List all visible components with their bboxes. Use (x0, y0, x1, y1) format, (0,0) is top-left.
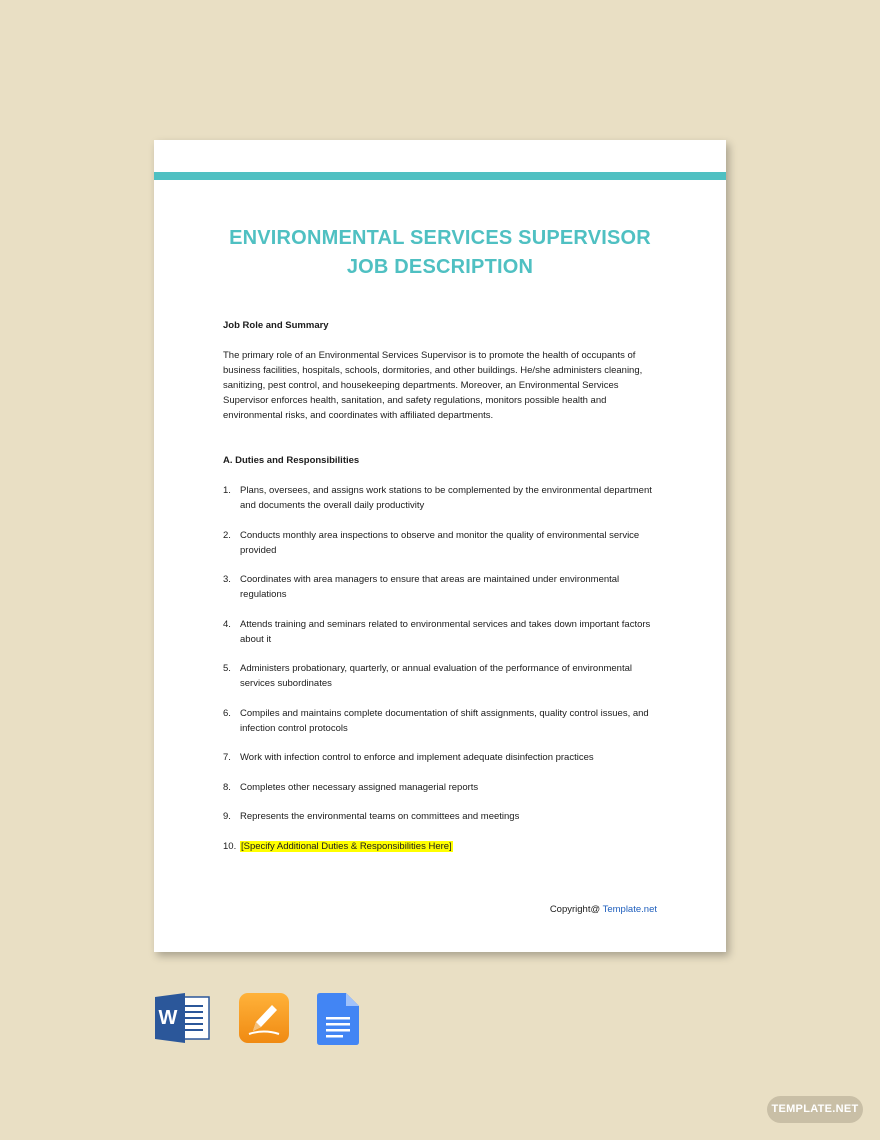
list-number: 3. (223, 574, 231, 585)
list-item (223, 750, 663, 765)
duties-list (223, 483, 663, 854)
list-text: Represents the environmental teams on committees and meetings (240, 811, 520, 822)
accent-bar (154, 172, 726, 180)
list-number: 5. (223, 663, 231, 674)
list-text: Attends training and seminars related to environmental services and takes down important factors about it (240, 618, 651, 645)
list-item (223, 706, 663, 736)
word-letter: W (158, 1007, 178, 1029)
copyright-line (550, 904, 657, 915)
document-body (223, 318, 663, 868)
list-number: 10. (223, 840, 237, 852)
summary-paragraph: The primary role of an Environmental Services Supervisor is to promote the health of occupants of business facilities, hospitals, schools, dormitories, and other buildings. He/she administers cleaning, sanitizing, pest control, and housekeeping departments. Moreover, an Environmental Services Supervisor enforces health, sanitation, and safety regulations, monitors possible health and environmental risks, and coordinates with affiliated departments. (223, 350, 643, 421)
google-docs-icon[interactable] (317, 993, 359, 1045)
list-text: Conducts monthly area inspections to observe and monitor the quality of environmental service provided (240, 529, 640, 556)
placeholder-highlight: [Specify Additional Duties & Responsibilities Here] (241, 840, 452, 852)
duties-heading: A. Duties and Responsibilities (223, 455, 360, 466)
copyright-brand-link[interactable]: Template.net (602, 904, 657, 915)
app-icons-row (155, 993, 365, 1045)
list-item (223, 809, 663, 824)
list-number: 9. (223, 811, 231, 822)
list-item (223, 780, 663, 795)
list-number: 2. (223, 529, 231, 541)
list-item (223, 483, 663, 513)
list-text: Coordinates with area managers to ensure that areas are maintained under environmental regulations (240, 574, 620, 600)
list-item (223, 661, 663, 691)
list-number: 6. (223, 707, 231, 719)
list-item (223, 617, 663, 647)
document-title (154, 224, 726, 282)
title-line-2: JOB DESCRIPTION (346, 256, 534, 278)
document-page (154, 140, 726, 952)
list-item (223, 839, 663, 854)
list-number: 7. (223, 752, 231, 763)
template-net-badge[interactable]: TEMPLATE.NET (767, 1096, 863, 1123)
list-number: 4. (223, 618, 231, 630)
list-text: Work with infection control to enforce and implement adequate disinfection practices (240, 752, 594, 763)
microsoft-word-icon[interactable] (155, 993, 210, 1043)
title-line-1: ENVIRONMENTAL SERVICES SUPERVISOR (229, 227, 651, 249)
list-text: Compiles and maintains complete documentation of shift assignments, quality control issues, and infection control protocols (240, 707, 649, 734)
list-item (223, 572, 663, 602)
list-text: Completes other necessary assigned managerial reports (240, 781, 479, 793)
list-text: Plans, oversees, and assigns work stations to be complemented by the environmental department and documents the overall daily productivity (240, 485, 652, 511)
list-text: Administers probationary, quarterly, or annual evaluation of the performance of environmental services subordinates (240, 663, 633, 689)
list-number: 8. (223, 781, 231, 793)
list-item (223, 528, 663, 558)
copyright-label: Copyright@ (549, 904, 603, 915)
role-heading: Job Role and Summary (223, 320, 329, 331)
list-number: 1. (223, 485, 231, 496)
apple-pages-icon[interactable] (239, 993, 289, 1043)
